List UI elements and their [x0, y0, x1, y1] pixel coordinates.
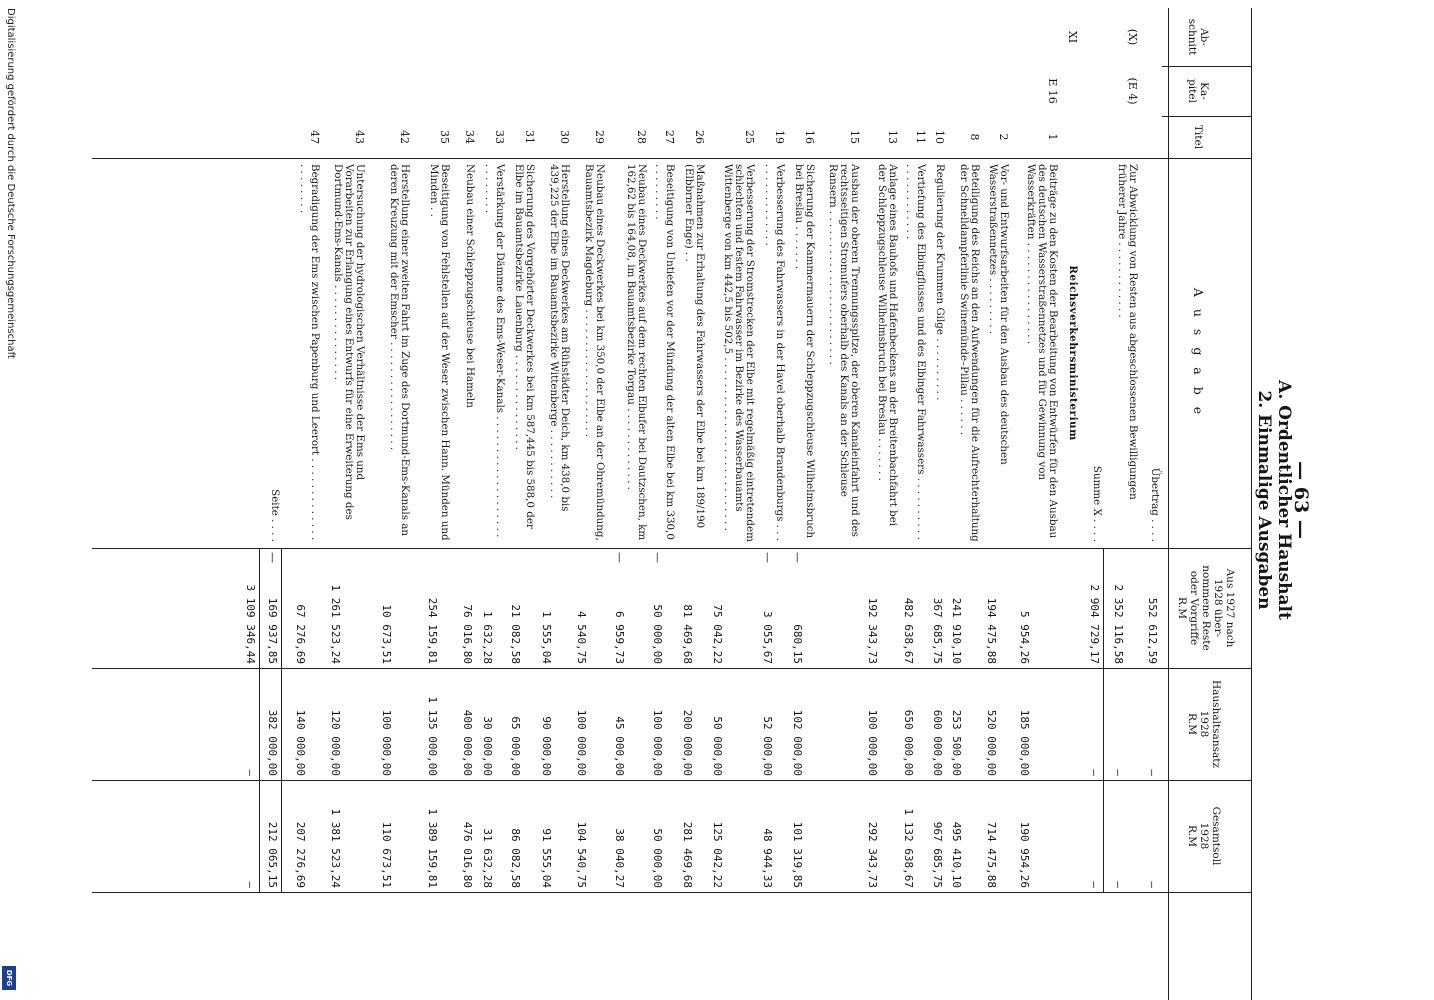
col-rule: [1162, 66, 1252, 67]
col-rule: [1162, 116, 1252, 117]
digitization-notice: [2, 8, 18, 992]
page-title: A. Ordentlicher Haushalt: [1274, 380, 1294, 620]
row-gesamtsoll: —: [1088, 881, 1101, 888]
row-description: Begradigung der Ems zwischen Papenburg und Leerort . . . . . . . . . . . . . . . . . . . . .: [297, 164, 321, 541]
row-titel: 34: [463, 130, 476, 144]
row-reste: 5 954,26: [1018, 611, 1031, 664]
row-gesamtsoll: 281 469,68: [681, 821, 694, 888]
rotated-page: [70, 0, 1330, 1000]
row-haushaltsansatz: 102 000,00: [791, 709, 804, 776]
row-description: Verbesserung des Fahrwassers in der Havel oberhalb Brandenburgs . . . . . . . . . . . . . . . .: [762, 164, 786, 542]
row-description: Zur Abwicklung von Resten aus abgeschlossenen Bewilligungen früherer Jahre . . . . . . . . . . . .: [1115, 164, 1139, 500]
row-gesamtsoll: 31 632,28: [481, 828, 494, 888]
row-titel: 26: [693, 130, 706, 144]
row-abschnitt: XI: [1066, 30, 1079, 44]
row-reste: 4 540,75: [575, 611, 588, 664]
row-gesamtsoll: 476 016,80: [461, 821, 474, 888]
row-description: Vor- und Entwurfsarbeiten für den Ausbau des deutschen Wasserstraßennetzes . . . . . . . . .: [986, 164, 1010, 465]
row-reste: 81 469,68: [681, 604, 694, 664]
row-description: Summe X . . . .: [1091, 465, 1103, 542]
row-description: Verstärkung der Dämme des Ems-Weser-Kanals . . . . . . . . . . . . . . . . . . . . . . . . . . .: [482, 164, 506, 538]
row-gesamtsoll: 48 944,33: [761, 828, 774, 888]
row-haushaltsansatz: 100 000,00: [866, 709, 879, 776]
col-header-gesamtsoll: Gesamtsoll 1928 R.M: [1186, 806, 1222, 866]
row-reste: 482 638,67: [902, 597, 915, 664]
row-gesamtsoll: 50 000,00: [651, 828, 664, 888]
row-reste: 2 904 729,17: [1088, 584, 1101, 664]
col-header-haushaltsansatz: Haushaltsansatz 1928 R.M: [1186, 680, 1222, 768]
col-header-reste: Aus 1927 nach 1928 über- nommene Reste oder Vorgriffe R.M: [1176, 565, 1236, 651]
row-description: Neubau einer Schleppzugschleuse bei Hameln: [464, 164, 476, 408]
section-heading: Reichsverkehrsministerium: [1067, 265, 1079, 441]
row-description: Übertrag . . . .: [1149, 467, 1161, 542]
row-reste: 21 082,58: [509, 604, 522, 664]
digitization-notice-text: Digitalisierung gefördert durch die Deutsche Forschungsgemeinschaft: [5, 8, 16, 359]
row-kapitel: E 16: [1046, 78, 1059, 104]
row-titel: 43: [353, 130, 366, 144]
row-reste: 67 276,69: [294, 604, 307, 664]
row-description: Herstellung eines Deckwerkes am Rühstädter Deich, km 438,0 bis 439,225 der Elbe im Bauamtsbezirke Wittenberge . . . . . . . . . . .: [547, 164, 571, 512]
summe-rule: [1103, 548, 1104, 892]
row-description: Untersuchung der hydrologischen Verhältnisse der Ems und Vorarbeiten zur Erlangung eines Entwurfs für eine Erweiterung des Dortmund-Ems-Kanals . . . . . . . . . . . . . . .: [331, 164, 366, 520]
row-gesamtsoll: 91 555,04: [540, 828, 553, 888]
col-header-ausgabe: A u s g a b e: [1191, 287, 1206, 419]
row-gesamtsoll: 495 410,10: [950, 821, 963, 888]
page-subtitle: 2. Einmalige Ausgaben: [1254, 390, 1274, 610]
row-haushaltsansatz: 50 000,00: [711, 716, 724, 776]
row-haushaltsansatz: —: [244, 769, 257, 776]
row-haushaltsansatz: 45 000,00: [613, 716, 626, 776]
row-reste: 680,15: [791, 624, 804, 664]
row-titel: 10: [933, 130, 946, 144]
row-haushaltsansatz: 100 000,00: [575, 709, 588, 776]
row-titel: 8: [968, 133, 981, 141]
row-titel: 33: [493, 130, 506, 144]
row-description: Maßnahmen zur Erhaltung des Fahrwassers der Elbe bei km 189/190 (Elbbrner Enge) . .: [682, 164, 706, 529]
col-rule: [92, 780, 1252, 781]
row-haushaltsansatz: 100 000,00: [380, 709, 393, 776]
row-deduction-dash: —: [266, 552, 279, 563]
row-haushaltsansatz: 200 000,00: [681, 709, 694, 776]
header-bottom-rule: [1168, 8, 1169, 1000]
row-haushaltsansatz: 185 000,00: [1018, 709, 1031, 776]
row-titel: 16: [803, 130, 816, 144]
row-haushaltsansatz: —: [1088, 769, 1101, 776]
row-titel: 35: [438, 130, 451, 144]
row-haushaltsansatz: —: [1112, 769, 1125, 776]
row-haushaltsansatz: 65 000,00: [509, 716, 522, 776]
row-description: Beteiligung des Reichs an den Aufwendungen für die Aufrechterhaltung der Schnelldampferlinie Swinemünde–Pillau . . . . . .: [957, 164, 981, 542]
row-gesamtsoll: 292 343,73: [866, 821, 879, 888]
row-gesamtsoll: 1 132 638,67: [902, 808, 915, 888]
row-description: Sicherung des Vorgehörter Deckwerkes bei km 587,445 bis 588,0 der Elbe im Bauamtsbezirke Lauenburg . . . . . . . . . . . . . . .: [512, 164, 536, 529]
row-description: Vertiefung des Elbingflusses und des Elbinger Fahrwassers . . . . . . . . . . . . . . . . . . . . . .: [903, 164, 927, 540]
row-haushaltsansatz: 30 000,00: [481, 716, 494, 776]
row-titel: 27: [663, 130, 676, 144]
row-titel: 11: [914, 130, 927, 144]
row-description: Beiträge zu den Kosten der Bearbeitung von Entwürfen für den Ausbau des deutschen Wasserstraßennetzes und für Gewinnung von Wasserkräften . . . . . . . . . . . . . . . .: [1024, 164, 1059, 539]
row-description: Herstellung einer zweiten Fahrt im Zuge des Dortmund-Ems-Kanals an deren Kreuzung mit der Emscher . . . . . . . . . . . . . . . . .: [387, 164, 411, 537]
row-haushaltsansatz: —: [1146, 769, 1159, 776]
col-header-abschnitt: Ab- schnitt: [1186, 18, 1210, 56]
row-reste: 3 055,67: [761, 611, 774, 664]
row-reste: 1 632,28: [481, 611, 494, 664]
row-gesamtsoll: 212 065,15: [266, 821, 279, 888]
dfg-logo-text: DFG: [5, 969, 13, 987]
row-gesamtsoll: 967 685,75: [931, 821, 944, 888]
row-titel: 28: [635, 130, 648, 144]
row-gesamtsoll: 38 040,27: [613, 828, 626, 888]
col-rule: [92, 548, 1252, 549]
row-reste: 192 343,73: [866, 597, 879, 664]
row-haushaltsansatz: 650 000,00: [902, 709, 915, 776]
row-reste: 194 475,88: [985, 597, 998, 664]
total-rule: [259, 548, 260, 892]
dfg-logo: [2, 966, 16, 990]
row-haushaltsansatz: 382 000,00: [266, 709, 279, 776]
row-description: Beseitigung von Fehlstellen auf der Weser zwischen Hann. Münden und Minden . .: [427, 164, 451, 541]
row-abschnitt: (X): [1126, 28, 1139, 46]
row-titel: 47: [308, 130, 321, 144]
row-description: Regulierung der Krummen Gilge . . . . . . . . . .: [934, 164, 946, 401]
row-haushaltsansatz: 400 000,00: [461, 709, 474, 776]
row-reste: 1 555,04: [540, 611, 553, 664]
row-kapitel: (E 4): [1126, 77, 1139, 105]
row-haushaltsansatz: 120 000,00: [329, 709, 342, 776]
row-titel: 30: [558, 130, 571, 144]
row-gesamtsoll: 101 319,85: [791, 821, 804, 888]
seite-rule: [281, 548, 282, 892]
row-haushaltsansatz: 90 000,00: [540, 716, 553, 776]
row-reste: 241 910,10: [950, 597, 963, 664]
row-reste: 169 937,85: [266, 597, 279, 664]
row-haushaltsansatz: 1 135 000,00: [426, 696, 439, 776]
row-reste: 6 959,73: [613, 611, 626, 664]
row-description: Anlage eines Bauhofs und Hafenbeckens an der Breitenbachfahrt bei der Schleppzugschleuse Wilhelmsbruch bei Breslau . . . . . . .: [875, 164, 899, 527]
col-rule: [92, 668, 1252, 669]
row-reste: 1 261 523,24: [329, 584, 342, 664]
row-reste: 3 109 346,44: [244, 584, 257, 664]
row-gesamtsoll: 125 042,22: [711, 821, 724, 888]
row-reste: 367 685,75: [931, 597, 944, 664]
row-titel: 42: [398, 130, 411, 144]
row-gesamtsoll: —: [244, 881, 257, 888]
col-header-kapitel: Ka- pitel: [1186, 79, 1210, 103]
row-reste: 75 042,22: [711, 604, 724, 664]
row-haushaltsansatz: 520 000,00: [985, 709, 998, 776]
row-description: Beseitigung von Untiefen vor der Mündung der alten Elbe bei km 330,0 . . . . . . . . .: [652, 164, 676, 540]
row-haushaltsansatz: 600 000,00: [931, 709, 944, 776]
row-description: Neubau eines Deckwerkes bei km 350,0 der Elbe an der Ohremündung, Bauamtsbezirk Magdeburg . . . . . . . . . . . . . . . . . . . .: [582, 164, 606, 541]
row-titel: 15: [848, 130, 861, 144]
row-gesamtsoll: 190 954,26: [1018, 821, 1031, 888]
row-reste: 2 352 116,58: [1112, 584, 1125, 664]
table-top-rule: [1251, 8, 1252, 1000]
row-titel: 31: [523, 130, 536, 144]
row-gesamtsoll: 86 082,58: [509, 828, 522, 888]
row-gesamtsoll: 1 381 523,24: [329, 808, 342, 888]
row-deduction-dash: —: [761, 552, 774, 563]
row-haushaltsansatz: 100 000,00: [651, 709, 664, 776]
page-number: — 63 —: [1290, 461, 1312, 539]
row-titel: 29: [593, 130, 606, 144]
row-description: Sicherung der Kammermauern der Schleppzugschleuse Wilhelmsbruch bei Breslau . . . . . . .: [792, 164, 816, 539]
col-rule: [92, 158, 1252, 159]
row-reste: 254 159,81: [426, 597, 439, 664]
row-titel: 25: [743, 130, 756, 144]
row-description: [244, 164, 258, 542]
row-deduction-dash: —: [791, 552, 804, 563]
row-gesamtsoll: —: [1146, 881, 1159, 888]
row-deduction-dash: —: [613, 552, 626, 563]
row-titel: 13: [886, 130, 899, 144]
row-gesamtsoll: 1 389 159,81: [426, 808, 439, 888]
row-titel: 2: [997, 133, 1010, 141]
col-rule: [92, 892, 1252, 893]
row-reste: 76 016,80: [461, 604, 474, 664]
row-gesamtsoll: 110 673,51: [380, 821, 393, 888]
row-haushaltsansatz: 253 500,00: [950, 709, 963, 776]
row-reste: 552 612,59: [1146, 597, 1159, 664]
row-titel: 1: [1046, 133, 1059, 141]
row-deduction-dash: —: [651, 552, 664, 563]
row-reste: 50 000,00: [651, 604, 664, 664]
row-titel: 19: [773, 130, 786, 144]
row-description: Seite . . . .: [269, 489, 281, 542]
row-gesamtsoll: 714 475,88: [985, 821, 998, 888]
row-description: Ausbau der oberen Trennungsspitze, der oberen Kanaleinfahrt und des rechtsseitigen Stromufers oberhalb des Kanals an der Schleuse Ransern . . . . . . . . . . . . . . . . . . . . . . . .: [826, 164, 861, 537]
row-haushaltsansatz: 52 000,00: [761, 716, 774, 776]
row-haushaltsansatz: 140 000,00: [294, 709, 307, 776]
row-description: Neubau eines Deckwerkes auf dem rechten Elbufer bei Dautzschen, km 162,62 bis 164,08, im Bauamtsbezirke Torgau . . . . . . . . . . . . .: [624, 164, 648, 541]
row-reste: 10 673,51: [380, 604, 393, 664]
row-description: Verbesserung der Stromstrecken der Elbe mit regelmäßig eintretendem schlechten und festem Fahrwasser im Bezirke des Wasserbauamts Wittenberge von km 442,5 bis 502,5 . . . . . . . . . . . . . . . . . . . . . . . . . . .: [721, 164, 756, 542]
row-gesamtsoll: —: [1112, 881, 1125, 888]
row-gesamtsoll: 104 540,75: [575, 821, 588, 888]
row-gesamtsoll: 207 276,69: [294, 821, 307, 888]
col-header-titel: Titel: [1192, 124, 1204, 150]
